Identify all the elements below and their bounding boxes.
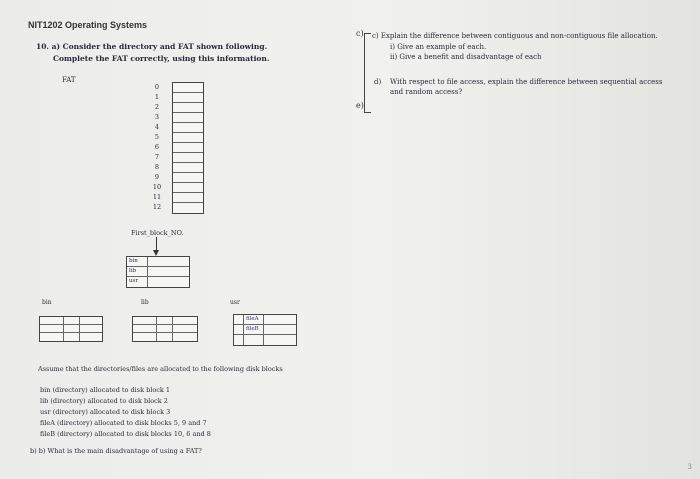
question-10a-line2: Complete the FAT correctly, using this information. bbox=[53, 54, 270, 63]
fat-entry[interactable] bbox=[173, 113, 203, 123]
part-c-line1: c) Explain the difference between contiguous and non-contiguous file allocation. bbox=[372, 32, 658, 40]
allocation-line: lib (directory) allocated to disk block 2 bbox=[40, 397, 168, 405]
fat-label: FAT bbox=[62, 76, 76, 84]
fat-entry[interactable] bbox=[173, 103, 203, 113]
lib-directory-label: lib bbox=[141, 299, 149, 306]
block-number: 5 bbox=[154, 133, 160, 141]
part-d-marker: d) bbox=[374, 78, 382, 86]
block-number: 12 bbox=[152, 203, 162, 211]
first-block-label: First_block_NO. bbox=[131, 229, 184, 237]
fat-entry[interactable] bbox=[173, 163, 203, 173]
bin-directory-label: bin bbox=[42, 299, 52, 306]
fat-entry[interactable] bbox=[173, 193, 203, 203]
directory-row bbox=[127, 277, 189, 287]
block-number: 6 bbox=[154, 143, 160, 151]
part-c-line3: ii) Give a benefit and disadvantage of each bbox=[390, 53, 542, 61]
block-number: 11 bbox=[152, 193, 162, 201]
allocation-line: usr (directory) allocated to disk block 3 bbox=[40, 408, 171, 416]
block-number: 1 bbox=[154, 93, 160, 101]
fat-entry[interactable] bbox=[173, 143, 203, 153]
directory-entry-name: bin bbox=[127, 257, 148, 266]
block-number: 9 bbox=[154, 173, 160, 181]
usr-entry-name: fileA bbox=[244, 315, 264, 324]
directory-entry-name: lib bbox=[127, 267, 148, 276]
block-number: 7 bbox=[154, 153, 160, 161]
fat-entry[interactable] bbox=[173, 183, 203, 193]
directory-row bbox=[127, 267, 189, 277]
part-c-line2: i) Give an example of each. bbox=[390, 43, 487, 51]
part-c-marker: c) bbox=[356, 29, 364, 38]
allocation-line: fileA (directory) allocated to disk blocks 5, 9 and 7 bbox=[40, 419, 207, 427]
block-number: 8 bbox=[154, 163, 160, 171]
fat-entry[interactable] bbox=[173, 123, 203, 133]
lib-directory-table bbox=[132, 316, 198, 342]
block-number: 0 bbox=[154, 83, 160, 91]
directory-entry-block[interactable] bbox=[148, 257, 189, 266]
fat-table bbox=[172, 82, 204, 214]
block-number: 3 bbox=[154, 113, 160, 121]
margin-bracket bbox=[364, 33, 371, 113]
fat-entry[interactable] bbox=[173, 133, 203, 143]
directory-entry-block[interactable] bbox=[148, 267, 189, 276]
usr-directory-label: usr bbox=[230, 299, 240, 306]
directory-entry-name: usr bbox=[127, 277, 148, 287]
question-10a-line1: 10. a) Consider the directory and FAT shown following. bbox=[36, 42, 268, 51]
usr-directory-table bbox=[233, 314, 297, 346]
page-number: 3 bbox=[687, 463, 692, 471]
fat-entry[interactable] bbox=[173, 93, 203, 103]
block-number: 10 bbox=[152, 183, 162, 191]
part-d-line1: With respect to file access, explain the difference between sequential access bbox=[390, 78, 663, 86]
directory-row bbox=[127, 257, 189, 267]
usr-entry-name: fileB bbox=[244, 325, 264, 334]
allocation-line: bin (directory) allocated to disk block 1 bbox=[40, 386, 171, 394]
directory-entry-block[interactable] bbox=[148, 277, 189, 287]
part-d-line2: and random access? bbox=[390, 88, 463, 96]
fat-entry[interactable] bbox=[173, 173, 203, 183]
fat-entry[interactable] bbox=[173, 83, 203, 93]
question-10b: b) b) What is the main disadvantage of using a FAT? bbox=[30, 447, 202, 455]
assume-text: Assume that the directories/files are allocated to the following disk blocks bbox=[38, 365, 283, 373]
bin-directory-table bbox=[39, 316, 103, 342]
block-number: 4 bbox=[154, 123, 160, 131]
fat-entry[interactable] bbox=[173, 203, 203, 213]
part-e-marker: e) bbox=[356, 101, 364, 110]
block-number: 2 bbox=[154, 103, 160, 111]
fat-entry[interactable] bbox=[173, 153, 203, 163]
root-directory-table bbox=[126, 256, 190, 288]
allocation-line: fileB (directory) allocated to disk blocks 10, 6 and 8 bbox=[40, 430, 211, 438]
course-title: NIT1202 Operating Systems bbox=[28, 20, 148, 30]
